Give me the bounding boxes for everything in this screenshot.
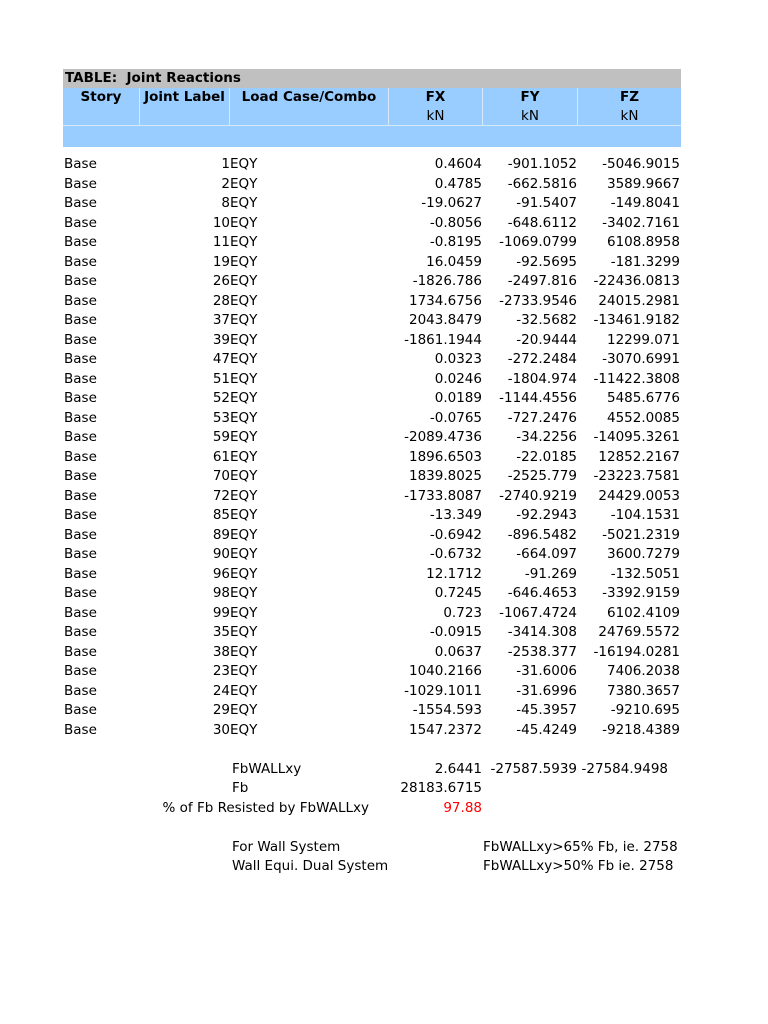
cell-load-case: EQY xyxy=(230,487,258,504)
cell-load-case: EQY xyxy=(230,604,258,621)
percent-value: 97.88 xyxy=(443,799,482,816)
cell-fy: -31.6006 xyxy=(516,663,577,679)
cell-fy: -2733.9546 xyxy=(499,292,577,309)
cell-joint-label: 72 xyxy=(212,487,230,504)
cell-joint-label: 1 xyxy=(221,156,230,172)
cell-story: Base xyxy=(64,331,97,348)
header-fy: FY xyxy=(483,88,578,107)
fbwall-fy: -27587.5939 xyxy=(490,760,577,777)
cell-fz: -22436.0813 xyxy=(593,273,680,289)
table-row xyxy=(63,643,681,663)
cell-fx: 0.723 xyxy=(443,604,482,621)
table-row xyxy=(63,272,681,292)
cell-load-case: EQY xyxy=(230,214,258,231)
cell-joint-label: 53 xyxy=(212,409,230,426)
cell-fx: 1547.2372 xyxy=(408,721,482,738)
cell-fx: -0.6732 xyxy=(429,546,482,562)
cell-joint-label: 70 xyxy=(212,468,230,484)
table-row xyxy=(63,584,681,604)
unit-joint-label xyxy=(140,107,230,126)
cell-load-case: EQY xyxy=(230,565,258,582)
cell-fy: -646.4653 xyxy=(507,585,577,601)
cell-load-case: EQY xyxy=(230,273,258,289)
cell-load-case: EQY xyxy=(230,351,258,367)
cell-joint-label: 24 xyxy=(212,682,230,699)
cell-fz: 6108.8958 xyxy=(606,234,680,250)
cell-fz: -149.8041 xyxy=(610,195,680,211)
cell-fx: 12.1712 xyxy=(426,565,482,582)
cell-fx: -13.349 xyxy=(429,507,482,523)
unit-load-case xyxy=(230,107,389,126)
cell-fy: -2538.377 xyxy=(507,643,577,660)
cell-fz: 12299.071 xyxy=(606,331,680,348)
cell-fy: -34.2256 xyxy=(516,429,577,445)
cell-load-case: EQY xyxy=(230,643,258,660)
cell-joint-label: 28 xyxy=(212,292,230,309)
cell-fx: 1896.6503 xyxy=(408,448,482,465)
table-row xyxy=(63,155,681,175)
cell-fy: -2740.9219 xyxy=(499,487,577,504)
percent-row xyxy=(63,799,681,819)
cell-fy: -1804.974 xyxy=(507,370,577,387)
cell-joint-label: 19 xyxy=(212,253,230,270)
cell-fz: 24429.0053 xyxy=(598,487,680,504)
table-body xyxy=(63,155,681,740)
table-row xyxy=(63,175,681,195)
table-row xyxy=(63,623,681,643)
fbwall-fz: -27584.9498 xyxy=(581,760,668,777)
cell-fy: -91.5407 xyxy=(516,195,577,211)
cell-load-case: EQY xyxy=(230,195,258,211)
cell-load-case: EQY xyxy=(230,663,258,679)
cell-fz: 3600.7279 xyxy=(606,546,680,562)
cell-fy: -727.2476 xyxy=(507,409,577,426)
fb-value: 28183.6715 xyxy=(400,780,482,796)
table-row xyxy=(63,409,681,429)
cell-load-case: EQY xyxy=(230,507,258,523)
cell-story: Base xyxy=(64,292,97,309)
header-fz: FZ xyxy=(619,89,639,105)
table-row xyxy=(63,487,681,507)
cell-fy: -662.5816 xyxy=(507,175,577,192)
cell-fz: -181.3299 xyxy=(610,253,680,270)
wall-system-row xyxy=(63,838,681,858)
header-row xyxy=(63,88,681,107)
cell-fy: -91.269 xyxy=(524,565,577,582)
cell-load-case: EQY xyxy=(230,156,258,172)
cell-fy: -32.5682 xyxy=(516,312,577,328)
cell-load-case: EQY xyxy=(230,253,258,270)
cell-story: Base xyxy=(64,663,97,679)
table-row xyxy=(63,214,681,234)
cell-fy: -896.5482 xyxy=(507,526,577,543)
cell-fx: 0.0637 xyxy=(434,643,482,660)
cell-load-case: EQY xyxy=(230,409,258,426)
header-load-case: Load Case/Combo xyxy=(230,88,389,107)
cell-joint-label: 61 xyxy=(212,448,230,465)
cell-fx: -1733.8087 xyxy=(404,487,482,504)
cell-fz: -3402.7161 xyxy=(602,214,680,231)
cell-load-case: EQY xyxy=(230,429,258,445)
cell-fz: -11422.3808 xyxy=(593,370,680,387)
cell-load-case: EQY xyxy=(230,468,258,484)
percent-label: % of Fb Resisted by FbWALLxy xyxy=(162,799,369,816)
cell-story: Base xyxy=(64,351,97,367)
cell-fy: -2525.779 xyxy=(507,468,577,484)
cell-story: Base xyxy=(64,721,97,738)
cell-fz: 24769.5572 xyxy=(598,624,680,640)
cell-fy: -92.5695 xyxy=(516,253,577,270)
cell-story: Base xyxy=(64,487,97,504)
cell-fx: 0.7245 xyxy=(434,585,482,601)
cell-fy: -1069.0799 xyxy=(499,234,577,250)
cell-fy: -664.097 xyxy=(516,546,577,562)
cell-fx: 0.0323 xyxy=(434,351,482,367)
table-row xyxy=(63,467,681,487)
header-fx: FX xyxy=(389,88,483,107)
cell-story: Base xyxy=(64,604,97,621)
cell-fx: -19.0627 xyxy=(421,195,482,211)
cell-fy: -20.9444 xyxy=(516,331,577,348)
cell-fz: -14095.3261 xyxy=(593,429,680,445)
fbwall-row xyxy=(63,760,681,780)
table-row xyxy=(63,506,681,526)
cell-story: Base xyxy=(64,409,97,426)
cell-story: Base xyxy=(64,234,97,250)
unit-fz: kN xyxy=(578,107,681,126)
unit-story xyxy=(63,107,140,126)
table-row xyxy=(63,370,681,390)
cell-load-case: EQY xyxy=(230,370,258,387)
wall-system-condition: FbWALLxy>65% Fb, ie. 2758 xyxy=(483,838,678,855)
cell-load-case: EQY xyxy=(230,234,258,250)
fbwall-label: FbWALLxy xyxy=(232,760,302,777)
cell-fz: 12852.2167 xyxy=(598,448,680,465)
table-row xyxy=(63,682,681,702)
cell-joint-label: 47 xyxy=(212,351,230,367)
cell-fx: 0.4604 xyxy=(434,156,482,172)
table-row xyxy=(63,545,681,565)
cell-joint-label: 35 xyxy=(212,624,230,640)
dual-system-label: Wall Equi. Dual System xyxy=(232,858,389,874)
cell-joint-label: 37 xyxy=(212,312,230,328)
cell-load-case: EQY xyxy=(230,526,258,543)
cell-joint-label: 52 xyxy=(212,390,230,406)
table-header xyxy=(63,88,681,147)
cell-load-case: EQY xyxy=(230,624,258,640)
cell-story: Base xyxy=(64,370,97,387)
cell-fz: 3589.9667 xyxy=(606,175,680,192)
cell-load-case: EQY xyxy=(230,312,258,328)
cell-fy: -901.1052 xyxy=(507,156,577,172)
cell-joint-label: 51 xyxy=(212,370,230,387)
unit-fy: kN xyxy=(483,107,578,126)
cell-fz: -3070.6991 xyxy=(602,351,680,367)
cell-fx: -0.8056 xyxy=(429,214,482,231)
dual-system-condition: FbWALLxy>50% Fb ie. 2758 xyxy=(483,858,674,874)
cell-joint-label: 8 xyxy=(221,195,230,211)
table-row xyxy=(63,311,681,331)
cell-fz: -16194.0281 xyxy=(593,643,680,660)
cell-joint-label: 90 xyxy=(212,546,230,562)
cell-fy: -648.6112 xyxy=(507,214,577,231)
cell-story: Base xyxy=(64,195,97,211)
cell-load-case: EQY xyxy=(230,448,258,465)
cell-fz: -5021.2319 xyxy=(602,526,680,543)
cell-fz: -3392.9159 xyxy=(602,585,680,601)
cell-fz: -13461.9182 xyxy=(593,312,680,328)
cell-fy: -1067.4724 xyxy=(499,604,577,621)
cell-load-case: EQY xyxy=(230,721,258,738)
cell-story: Base xyxy=(64,643,97,660)
table-row xyxy=(63,389,681,409)
cell-load-case: EQY xyxy=(230,331,258,348)
cell-fx: 0.4785 xyxy=(434,175,482,192)
cell-joint-label: 85 xyxy=(212,507,230,523)
cell-joint-label: 39 xyxy=(212,331,230,348)
cell-joint-label: 29 xyxy=(212,702,230,718)
table-row xyxy=(63,194,681,214)
fb-label: Fb xyxy=(232,780,249,796)
cell-fz: 6102.4109 xyxy=(606,604,680,621)
cell-fx: 16.0459 xyxy=(426,253,482,270)
cell-fx: 1839.8025 xyxy=(408,468,482,484)
wall-system-label: For Wall System xyxy=(232,838,341,855)
cell-fy: -2497.816 xyxy=(507,273,577,289)
cell-fx: 2043.8479 xyxy=(408,312,482,328)
cell-fz: -5046.9015 xyxy=(602,156,680,172)
cell-fz: 5485.6776 xyxy=(606,390,680,406)
cell-fx: 0.0189 xyxy=(434,390,482,406)
table-row xyxy=(63,565,681,585)
cell-fx: -1554.593 xyxy=(412,702,482,718)
cell-load-case: EQY xyxy=(230,390,258,406)
cell-load-case: EQY xyxy=(230,546,258,562)
cell-fy: -1144.4556 xyxy=(499,390,577,406)
unit-fx: kN xyxy=(389,107,483,126)
table-row xyxy=(63,701,681,721)
table-row xyxy=(63,604,681,624)
fb-row xyxy=(63,779,681,799)
cell-story: Base xyxy=(64,390,97,406)
cell-load-case: EQY xyxy=(230,682,258,699)
units-row xyxy=(63,107,681,126)
cell-fy: -22.0185 xyxy=(516,448,577,465)
cell-fz: -9210.695 xyxy=(610,702,680,718)
table-row xyxy=(63,448,681,468)
cell-story: Base xyxy=(64,448,97,465)
cell-fx: -1029.1011 xyxy=(404,682,482,699)
cell-joint-label: 96 xyxy=(212,565,230,582)
table-title: TABLE: Joint Reactions xyxy=(63,69,681,88)
cell-story: Base xyxy=(64,507,97,523)
table-row xyxy=(63,428,681,448)
cell-story: Base xyxy=(64,682,97,699)
cell-fy: -92.2943 xyxy=(516,507,577,523)
cell-fx: -2089.4736 xyxy=(404,429,482,445)
cell-story: Base xyxy=(64,526,97,543)
cell-story: Base xyxy=(64,312,97,328)
cell-fy: -272.2484 xyxy=(507,351,577,367)
cell-story: Base xyxy=(64,156,97,172)
cell-fx: -0.0915 xyxy=(429,624,482,640)
table-row xyxy=(63,721,681,741)
header-story: Story xyxy=(63,88,140,107)
cell-joint-label: 26 xyxy=(212,273,230,289)
cell-joint-label: 59 xyxy=(212,429,230,445)
dual-system-row xyxy=(63,857,681,877)
cell-fz: 7406.2038 xyxy=(606,663,680,679)
cell-fx: -1826.786 xyxy=(412,273,482,289)
fbwall-fx: 2.6441 xyxy=(434,760,482,777)
header-spacer-row xyxy=(63,126,681,147)
cell-fx: -0.8195 xyxy=(429,234,482,250)
cell-fz: -104.1531 xyxy=(610,507,680,523)
joint-reactions-sheet xyxy=(63,69,681,877)
table-row xyxy=(63,292,681,312)
cell-fz: -9218.4389 xyxy=(602,721,680,738)
cell-story: Base xyxy=(64,468,97,484)
cell-fz: 24015.2981 xyxy=(598,292,680,309)
cell-fx: 0.0246 xyxy=(434,370,482,387)
cell-story: Base xyxy=(64,175,97,192)
cell-load-case: EQY xyxy=(230,585,258,601)
cell-joint-label: 23 xyxy=(212,663,230,679)
cell-story: Base xyxy=(64,214,97,231)
cell-fx: 1734.6756 xyxy=(408,292,482,309)
cell-fx: -1861.1944 xyxy=(404,331,482,348)
table-row xyxy=(63,253,681,273)
cell-joint-label: 38 xyxy=(212,643,230,660)
cell-fz: -23223.7581 xyxy=(593,468,680,484)
cell-load-case: EQY xyxy=(230,702,258,718)
table-row xyxy=(63,526,681,546)
cell-joint-label: 2 xyxy=(221,175,230,192)
cell-story: Base xyxy=(64,273,97,289)
cell-story: Base xyxy=(64,429,97,445)
cell-joint-label: 98 xyxy=(212,585,230,601)
cell-joint-label: 11 xyxy=(212,234,230,250)
cell-story: Base xyxy=(64,624,97,640)
cell-story: Base xyxy=(64,546,97,562)
cell-fy: -45.4249 xyxy=(516,721,577,738)
cell-fz: -132.5051 xyxy=(610,565,680,582)
cell-fz: 4552.0085 xyxy=(606,409,680,426)
cell-story: Base xyxy=(64,253,97,270)
cell-joint-label: 10 xyxy=(212,214,230,231)
cell-fy: -45.3957 xyxy=(516,702,577,718)
cell-fx: -0.0765 xyxy=(429,409,482,426)
cell-story: Base xyxy=(64,565,97,582)
cell-joint-label: 99 xyxy=(212,604,230,621)
table-row xyxy=(63,662,681,682)
header-joint-label: Joint Label xyxy=(140,88,230,107)
cell-fx: 1040.2166 xyxy=(408,663,482,679)
cell-joint-label: 30 xyxy=(212,721,230,738)
cell-story: Base xyxy=(64,585,97,601)
cell-fx: -0.6942 xyxy=(429,526,482,543)
cell-load-case: EQY xyxy=(230,292,258,309)
table-row xyxy=(63,331,681,351)
cell-fy: -3414.308 xyxy=(507,624,577,640)
cell-load-case: EQY xyxy=(230,175,258,192)
cell-story: Base xyxy=(64,702,97,718)
cell-fy: -31.6996 xyxy=(516,682,577,699)
table-row xyxy=(63,233,681,253)
cell-joint-label: 89 xyxy=(212,526,230,543)
table-row xyxy=(63,350,681,370)
cell-fz: 7380.3657 xyxy=(606,682,680,699)
